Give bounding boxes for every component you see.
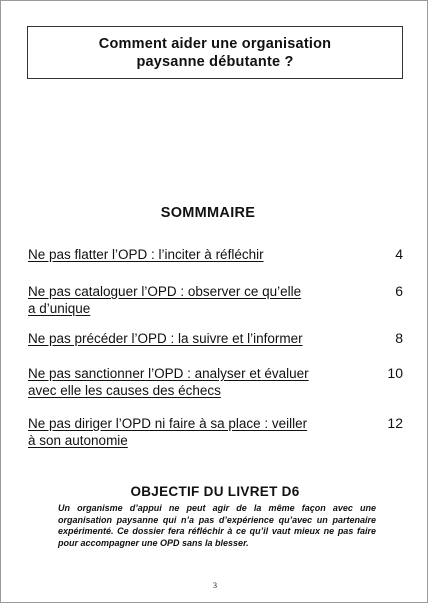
toc-entry-4-line-2: avec elle les causes des échecs <box>28 383 221 398</box>
title-line-1: Comment aider une organisation <box>98 35 332 52</box>
toc-entry-1 <box>28 246 328 263</box>
objective-text: Un organisme d’appui ne peut agir de la même façon avec une organisation paysanne qui n’a pas d’expérience qu’avec un partenaire expérimenté. Ce dossier fera réfléchir à ce qu’il vaut mieux ne pas faire pour accompagner une OPD sans la blesser. <box>58 503 376 548</box>
toc-entry-1-line-1: Ne pas flatter l’OPD : l’inciter à réfléchir <box>28 247 264 262</box>
toc-entry-3-page: 8 <box>395 330 403 346</box>
toc-entry-5 <box>28 415 328 449</box>
toc-entry-5-line-1: Ne pas diriger l’OPD ni faire à sa place : veiller <box>28 416 308 431</box>
toc-entry-1-page: 4 <box>395 246 403 262</box>
objective-heading: OBJECTIF DU LIVRET D6 <box>130 484 300 499</box>
toc-entry-4-page: 10 <box>387 365 403 381</box>
title-box <box>27 26 403 79</box>
toc-entry-5-page: 12 <box>387 415 403 431</box>
toc-entry-2 <box>28 283 328 317</box>
toc-entry-4-line-1: Ne pas sanctionner l’OPD : analyser et évaluer <box>28 366 309 381</box>
title-line-2: paysanne débutante ? <box>136 53 294 70</box>
toc-heading: SOMMMAIRE <box>160 205 256 221</box>
toc-entry-3-line-1: Ne pas précéder l’OPD : la suivre et l’informer <box>28 331 303 346</box>
toc-entry-2-line-1: Ne pas cataloguer l’OPD : observer ce qu’elle <box>28 284 302 299</box>
toc-entry-4 <box>28 365 328 399</box>
page-number: 3 <box>213 581 217 590</box>
toc-entry-5-line-2: à son autonomie <box>28 433 128 448</box>
toc-entry-2-line-2: a d’unique <box>28 301 91 316</box>
toc-entry-2-page: 6 <box>395 283 403 299</box>
toc-entry-3 <box>28 330 328 347</box>
